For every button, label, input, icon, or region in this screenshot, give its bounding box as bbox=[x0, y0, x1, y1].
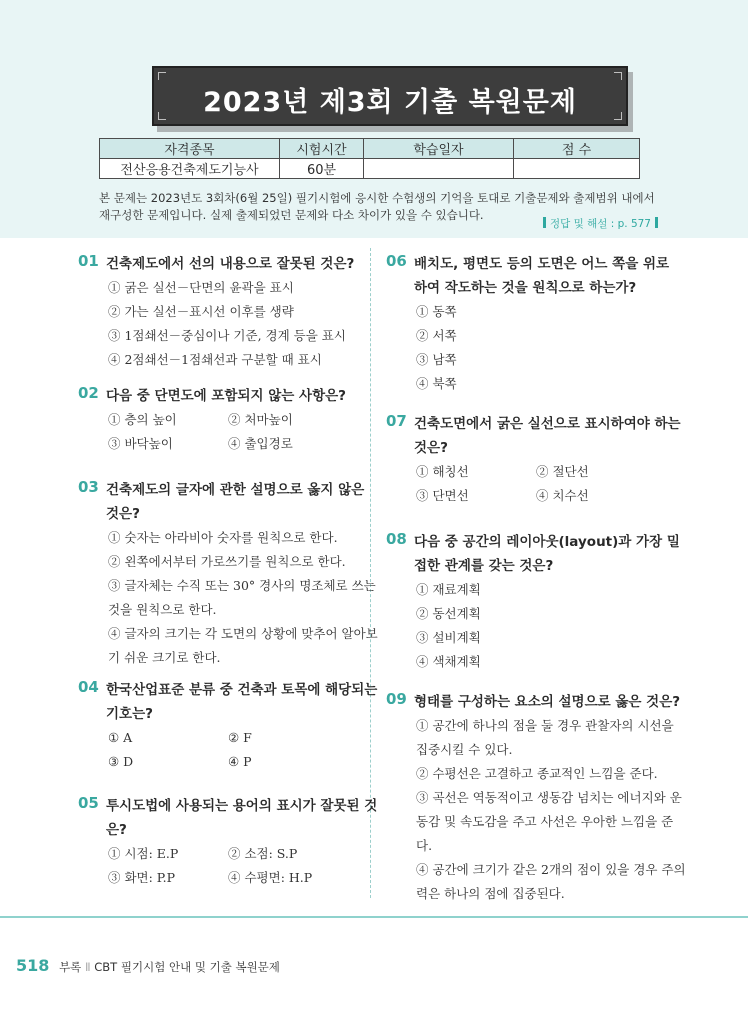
header-cell: 시험시간 bbox=[280, 139, 364, 159]
option[interactable]: ① 숫자는 아라비아 숫자를 원칙으로 한다. bbox=[108, 530, 338, 545]
option[interactable]: ① 재료계획 bbox=[416, 582, 481, 597]
answer-reference-text: 정답 및 해설 : p. 577 bbox=[550, 218, 651, 230]
question-text: 형태를 구성하는 요소의 설명으로 옳은 것은? bbox=[414, 694, 681, 710]
question bbox=[78, 794, 378, 890]
left-column bbox=[78, 252, 378, 890]
option[interactable]: ④ P bbox=[228, 754, 252, 769]
option[interactable]: ① 동쪽 bbox=[416, 304, 457, 319]
option[interactable]: ④ 수평면: H.P bbox=[228, 870, 313, 885]
option[interactable]: ④ 색채계획 bbox=[416, 654, 481, 669]
date-cell[interactable] bbox=[364, 159, 514, 179]
option[interactable]: ④ 출입경로 bbox=[228, 436, 293, 451]
question-text: 건축도면에서 굵은 실선으로 표시하여야 하는 것은? bbox=[414, 416, 681, 456]
info-table bbox=[99, 138, 640, 179]
question-number: 09 bbox=[386, 690, 407, 708]
option[interactable]: ② 가는 실선－표시선 이후를 생략 bbox=[108, 304, 294, 319]
footer-part: 부록 bbox=[59, 960, 82, 974]
option[interactable]: ② 소점: S.P bbox=[228, 846, 298, 861]
question bbox=[386, 412, 686, 530]
question-number: 05 bbox=[78, 794, 99, 812]
question bbox=[386, 252, 686, 412]
option[interactable]: ② 절단선 bbox=[536, 464, 589, 479]
option[interactable]: ③ 설비계획 bbox=[416, 630, 481, 645]
question-number: 01 bbox=[78, 252, 99, 270]
footer bbox=[16, 956, 280, 975]
option[interactable]: ① A bbox=[108, 730, 133, 745]
question-number: 08 bbox=[386, 530, 407, 548]
option[interactable]: ④ 공간에 크기가 같은 2개의 점이 있을 경우 주의력은 하나의 점에 집중된다. bbox=[416, 862, 686, 901]
right-column bbox=[386, 252, 686, 906]
question-number: 02 bbox=[78, 384, 99, 402]
question-number: 03 bbox=[78, 478, 99, 496]
question-text: 건축제도에서 선의 내용으로 잘못된 것은? bbox=[106, 256, 355, 272]
question-number: 06 bbox=[386, 252, 407, 270]
question bbox=[78, 478, 378, 678]
option[interactable]: ④ 북쪽 bbox=[416, 376, 457, 391]
question-number: 04 bbox=[78, 678, 99, 696]
question-text: 다음 중 공간의 레이아웃(layout)과 가장 밀접한 관계를 갖는 것은? bbox=[414, 534, 680, 574]
header-cell: 자격종목 bbox=[100, 139, 280, 159]
title-banner bbox=[152, 66, 628, 126]
info-table-row bbox=[100, 159, 640, 179]
option[interactable]: ② 왼쪽에서부터 가로쓰기를 원칙으로 한다. bbox=[108, 554, 346, 569]
option[interactable]: ④ 2점쇄선－1점쇄선과 구분할 때 표시 bbox=[108, 352, 322, 367]
footer-separator: Ⅱ bbox=[84, 960, 91, 974]
question-text: 건축제도의 글자에 관한 설명으로 옳지 않은 것은? bbox=[106, 482, 365, 522]
option[interactable]: ③ 1점쇄선－중심이나 기준, 경계 등을 표시 bbox=[108, 328, 346, 343]
question bbox=[78, 252, 378, 384]
question bbox=[386, 530, 686, 690]
option[interactable]: ③ 남쪽 bbox=[416, 352, 457, 367]
intro-line: 본 문제는 2023년도 3회차(6월 25일) 필기시험에 응시한 수험생의 기억을 토대로 기출문제와 출제범위 내에서 bbox=[99, 191, 655, 205]
option[interactable]: ④ 글자의 크기는 각 도면의 상황에 맞추어 알아보기 쉬운 크기로 한다. bbox=[108, 626, 378, 665]
option[interactable]: ③ 글자체는 수직 또는 30° 경사의 명조체로 쓰는 것을 원칙으로 한다. bbox=[108, 578, 376, 617]
question-text: 배치도, 평면도 등의 도면은 어느 쪽을 위로 하여 작도하는 것을 원칙으로 하는가? bbox=[414, 256, 670, 296]
question bbox=[78, 678, 378, 794]
page-title: 2023년 제3회 기출 복원문제 bbox=[203, 87, 577, 118]
option[interactable]: ① 굵은 실선－단면의 윤곽을 표시 bbox=[108, 280, 294, 295]
footer-line bbox=[0, 916, 748, 918]
info-table-header bbox=[100, 139, 640, 159]
option[interactable]: ③ 곡선은 역동적이고 생동감 넘치는 에너지와 운동감 및 속도감을 주고 사선은 우아한 느낌을 준다. bbox=[416, 790, 682, 853]
question-text: 다음 중 단면도에 포함되지 않는 사항은? bbox=[106, 388, 346, 404]
question bbox=[78, 384, 378, 478]
header-cell: 학습일자 bbox=[364, 139, 514, 159]
option[interactable]: ① 시점: E.P bbox=[108, 846, 179, 861]
option[interactable]: ② 수평선은 고결하고 종교적인 느낌을 준다. bbox=[416, 766, 658, 781]
intro-line: 재구성한 문제입니다. 실제 출제되었던 문제와 다소 차이가 있을 수 있습니다. bbox=[99, 208, 484, 222]
option[interactable]: ② 동선계획 bbox=[416, 606, 481, 621]
subject-cell: 전산응용건축제도기능사 bbox=[100, 159, 280, 179]
question bbox=[386, 690, 686, 906]
score-cell[interactable] bbox=[514, 159, 640, 179]
option[interactable]: ① 층의 높이 bbox=[108, 412, 177, 427]
option[interactable]: ③ 바닥높이 bbox=[108, 436, 173, 451]
option[interactable]: ② 서쪽 bbox=[416, 328, 457, 343]
question-number: 07 bbox=[386, 412, 407, 430]
option[interactable]: ① 공간에 하나의 점을 둘 경우 관찰자의 시선을 집중시킬 수 있다. bbox=[416, 718, 674, 757]
option[interactable]: ③ 화면: P.P bbox=[108, 870, 176, 885]
time-cell: 60분 bbox=[280, 159, 364, 179]
option[interactable]: ③ 단면선 bbox=[416, 488, 469, 503]
answer-reference bbox=[539, 216, 662, 231]
option[interactable]: ② F bbox=[228, 730, 252, 745]
page-number: 518 bbox=[16, 956, 50, 975]
option[interactable]: ① 해칭선 bbox=[416, 464, 469, 479]
footer-section: CBT 필기시험 안내 및 기출 복원문제 bbox=[94, 960, 280, 974]
question-text: 한국산업표준 분류 중 건축과 토목에 해당되는 기호는? bbox=[106, 682, 378, 722]
header-cell: 점 수 bbox=[514, 139, 640, 159]
option[interactable]: ② 처마높이 bbox=[228, 412, 293, 427]
option[interactable]: ④ 치수선 bbox=[536, 488, 589, 503]
option[interactable]: ③ D bbox=[108, 754, 134, 769]
question-text: 투시도법에 사용되는 용어의 표시가 잘못된 것은? bbox=[106, 798, 378, 838]
